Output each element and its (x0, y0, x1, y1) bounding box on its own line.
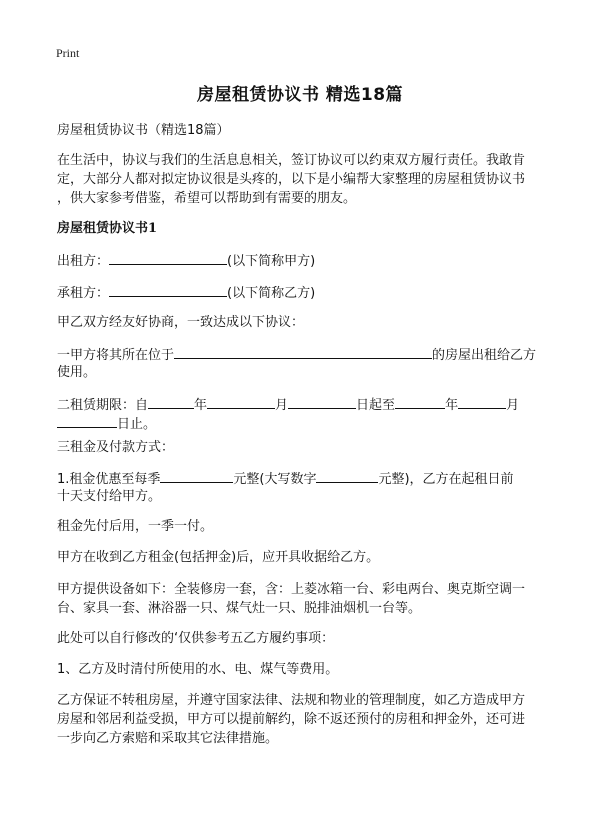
intro-line-3: ，供大家参考借鉴，希望可以帮助到有需要的朋友。 (57, 191, 357, 206)
item-1: 1、乙方及时清付所使用的水、电、煤气等费用。 (57, 662, 339, 677)
intro-line-2: 定，大部分人都对拟定协议很是头疼的，以下是小编帮大家整理的房屋租赁协议书 (57, 172, 526, 187)
rent1-mid: 元整(大写数字 (233, 472, 317, 487)
end-day-blank (57, 413, 117, 428)
start-year-label: 年 (194, 398, 208, 413)
end-month-blank (458, 394, 506, 409)
rent1-line-2: 十天支付给甲方。 (57, 489, 162, 504)
clause1-blank (174, 344, 432, 359)
rent-amount-blank (160, 468, 233, 483)
end-month-label: 月 (506, 398, 520, 413)
modify-note: 此处可以自行修改的‘仅供参考五乙方履约事项： (57, 631, 335, 646)
start-day-label: 日起至 (356, 398, 396, 413)
agreement-line: 甲乙双方经友好协商，一致达成以下协议： (57, 315, 305, 330)
rent1-prefix: 1.租金优惠至每季 (57, 472, 161, 487)
end-day-label: 日止。 (117, 417, 157, 432)
lessor-blank (109, 250, 227, 265)
guarantee-line-1: 乙方保证不转租房屋，并遵守国家法律、法规和物业的管理制度，如乙方造成甲方 (57, 693, 526, 708)
equipment-line-1: 甲方提供设备如下：全装修房一套，含：上菱冰箱一台、彩电两台、奥克斯空调一 (57, 582, 526, 597)
rent-paid-first: 租金先付后用，一季一付。 (57, 519, 214, 534)
rent1-suffix: 元整)，乙方在起租日前 (378, 472, 514, 487)
lessor-label: 出租方： (57, 254, 110, 269)
start-day-blank (288, 394, 356, 409)
lessee-label: 承租方： (57, 286, 110, 301)
lessor-line (57, 250, 315, 272)
clause1-line-1 (57, 344, 536, 366)
guarantee-line-3: 一步向乙方索赔和采取其它法律措施。 (57, 731, 279, 746)
clause2-prefix: 二租赁期限：自 (57, 398, 149, 413)
clause3-heading: 三租金及付款方式： (57, 440, 175, 455)
clause1-suffix: 的房屋出租给乙方 (432, 348, 537, 363)
start-month-blank (207, 394, 275, 409)
print-link[interactable]: Print (56, 46, 80, 60)
end-year-blank (395, 394, 445, 409)
clause2-line-2 (57, 413, 156, 435)
guarantee-line-2: 房屋和邻居利益受损，甲方可以提前解约，除不返还预付的房租和押金外，还可进 (57, 712, 526, 727)
start-month-label: 月 (275, 398, 289, 413)
lessor-suffix: (以下简称甲方) (227, 254, 316, 269)
lessee-blank (109, 282, 227, 297)
end-year-label: 年 (445, 398, 459, 413)
document-title: 房屋租赁协议书 精选18篇 (196, 85, 404, 105)
document-subtitle: 房屋租赁协议书（精选18篇） (57, 123, 230, 138)
clause1-prefix: 一甲方将其所在位于 (57, 348, 175, 363)
equipment-line-2: 台、家具一套、淋浴器一只、煤气灶一只、脱排油烟机一台等。 (57, 601, 422, 616)
receipt-line: 甲方在收到乙方租金(包括押金)后，应开具收据给乙方。 (57, 550, 380, 565)
rent-words-blank (316, 468, 378, 483)
lessee-line (57, 282, 315, 304)
clause1-line-2: 使用。 (57, 365, 97, 380)
lessee-suffix: (以下简称乙方) (227, 286, 316, 301)
start-year-blank (148, 394, 194, 409)
intro-line-1: 在生活中，协议与我们的生活息息相关，签订协议可以约束双方履行责任。我敢肯 (57, 153, 526, 168)
section-heading: 房屋租赁协议书1 (57, 221, 158, 236)
